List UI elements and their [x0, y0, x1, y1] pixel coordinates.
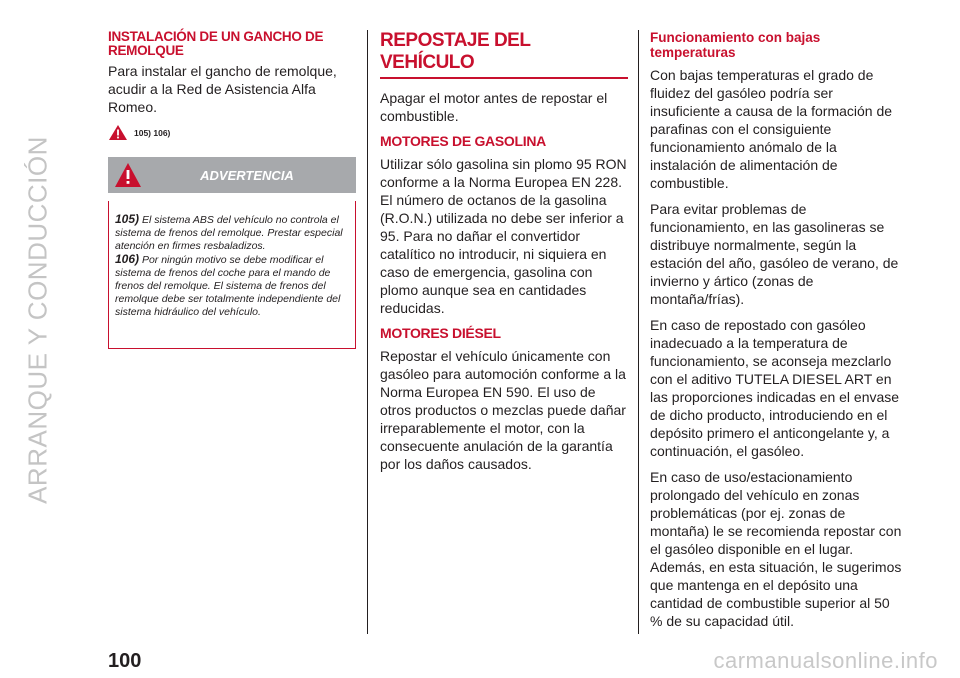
heading-tow-hook-line2: REMOLQUE [108, 43, 184, 58]
warning-triangle-icon [108, 124, 128, 141]
diesel-paragraph: Repostar el vehículo únicamente con gasóleo para automoción conforme a la Norma Europea EN 590. El uso de otros productos o mezclas puede dañar irreparablemente el motor, con la consecuente anulación de la garantía por los daños causados. [380, 348, 626, 472]
warning-item-106 [115, 253, 349, 319]
warning-item-text: Por ningún motivo se debe modificar el sistema de frenos del coche para el mando de frenos del remolque. El sistema de frenos del remolque debe ser totalmente independiente del sistema hidráulico del vehículo. [115, 254, 341, 318]
section-side-title-text: ARRANQUE Y CONDUCCIÓN [22, 136, 53, 504]
column-divider [367, 30, 368, 634]
warning-refs [108, 124, 356, 141]
low-temp-paragraph-1: Con bajas temperaturas el grado de fluidez del gasóleo podría ser insuficiente a causa de la formación de parafinas con el consiguiente funcionamiento anómalo de la instalación de alimentación de combustible. [650, 67, 893, 191]
column-3 [650, 30, 902, 638]
page-number: 100 [108, 650, 142, 672]
warning-item-number: 105) [115, 212, 140, 226]
warning-label: ADVERTENCIA [200, 167, 294, 183]
heading-tow-hook [108, 30, 356, 58]
heading-tow-hook-line1: INSTALACIÓN DE UN GANCHO DE [108, 29, 324, 44]
warning-item-text: El sistema ABS del vehículo no controla el sistema de frenos del remolque. Prestar especial atención en firmes resbaladizos. [115, 214, 343, 252]
column-1 [108, 30, 356, 349]
heading-diesel-engines: MOTORES DIÉSEL [380, 325, 501, 341]
title-refueling: REPOSTAJE DEL VEHÍCULO [380, 30, 628, 79]
column-2 [380, 30, 628, 481]
low-temp-paragraph-4: En caso de uso/estacionamiento prolongado del vehículo en zonas problemáticas (por ej. zonas de montaña) le se recomienda repostar con el gasóleo disponible en el lugar. Además, en esta situación, le sugerimos que mantenga en el depósito una cantidad de combustible superior al 50 % de su capacidad útil. [650, 469, 902, 629]
warning-body [108, 201, 356, 349]
column-divider [638, 30, 639, 634]
warning-header [108, 157, 356, 193]
warning-triangle-icon [114, 162, 142, 188]
gasoline-paragraph: Utilizar sólo gasolina sin plomo 95 RON conforme a la Norma Europea EN 228. El número de octanos de la gasolina (R.O.N.) utilizada no debe ser inferior a 95. Para no dañar el convertidor catalítico no introducir, ni siquiera en caso de emergencia, gasolina con plomo aunque sea en cantidades reducidas. [380, 156, 627, 316]
refueling-intro: Apagar el motor antes de repostar el combustible. [380, 90, 608, 124]
heading-low-temperatures-line1: Funcionamiento con bajas [650, 30, 821, 45]
low-temp-paragraph-3: En caso de repostado con gasóleo inadecuado a la temperatura de funcionamiento, se aconseja mezclarlo con el aditivo TUTELA DIESEL ART en las proporciones indicadas en el envase de dicho producto, introduciendo en el depósito primero el anticongelante y, a continuación, el gasóleo. [650, 317, 900, 459]
warning-box [108, 157, 356, 349]
heading-gasoline-engines: MOTORES DE GASOLINA [380, 133, 546, 149]
tow-hook-paragraph: Para instalar el gancho de remolque, acudir a la Red de Asistencia Alfa Romeo. [108, 63, 337, 115]
low-temp-paragraph-2: Para evitar problemas de funcionamiento, en las gasolineras se distribuye normalmente, según la estación del año, gasóleo de verano, de invierno y ártico (zonas de montaña/frías). [650, 201, 899, 307]
heading-low-temperatures-line2: temperaturas [650, 45, 736, 60]
heading-low-temperatures [650, 30, 902, 60]
warning-item-105 [115, 213, 349, 253]
watermark: carmanualsonline.info [713, 648, 938, 673]
warning-refs-text: 105) 106) [134, 127, 171, 138]
warning-item-number: 106) [115, 252, 140, 266]
